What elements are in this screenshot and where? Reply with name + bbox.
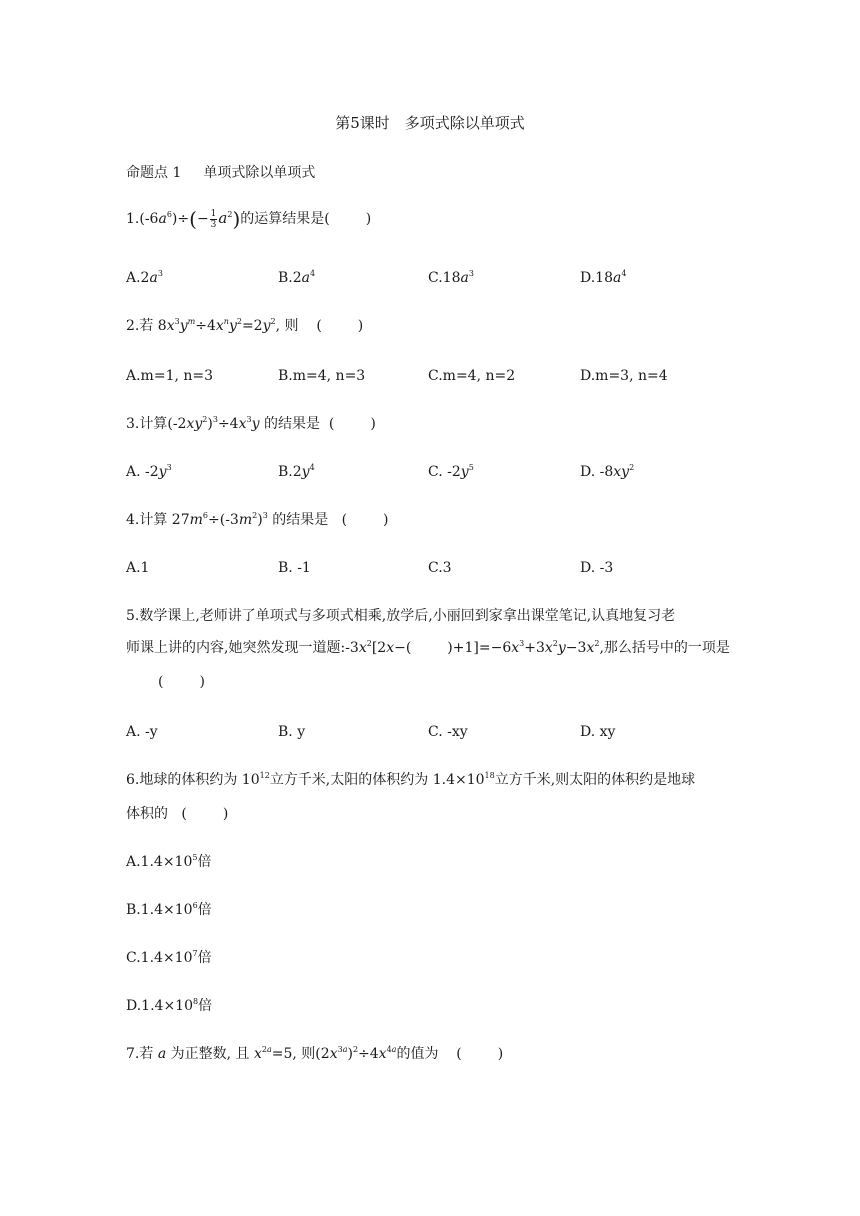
q1-left-paren: ( [189,207,197,231]
q6-option-d [126,996,212,1016]
q1-option-a-var: a [149,270,158,286]
page-title: 第5课时 多项式除以单项式 [335,114,525,132]
q3-pre: 3.计算(-2 [126,416,187,432]
q6-option-c-unit: 倍 [197,950,212,966]
q4-post: 的结果是 [272,512,329,528]
q7-post: 的值为 [396,1046,439,1062]
q6-option-a [126,852,211,872]
q1-option-c-var: a [460,270,469,286]
section-heading [126,162,315,182]
q1-tail: 的运算结果是( [240,211,330,227]
q6-option-c-label: C.1.4×10 [126,950,193,966]
question-6-line-2: 体积的 ( ) [126,806,229,822]
question-5-line-1: 5.数学课上,老师讲了单项式与多项式相乘,放学后,小丽回到家拿出课堂笔记,认真地复习老 [126,608,676,624]
q7-mid3: ÷4 [358,1046,379,1062]
q6-option-b-unit: 倍 [197,902,212,918]
q1-var: a [158,211,167,227]
q1-option-c-label: C.18 [428,270,461,286]
q1-option-b [278,268,315,288]
q1-expr-c: )÷ [171,211,190,227]
q1-option-d-exp: 4 [621,269,627,278]
q1-frac-den: 3 [210,219,217,230]
q2-option-b: B.m=4, n=3 [278,368,366,384]
q7-pre: 7.若 [126,1046,154,1062]
q6-option-b [126,900,212,920]
q2-option-d: D.m=3, n=4 [580,368,668,384]
q4-option-b: B. -1 [278,560,311,576]
question-2: 2.若 $8x^3y^m\div 4x^ny^2=2y^2$, 则 ( ) [126,317,364,334]
q6-option-a-label: A.1.4×10 [126,854,193,870]
question-1: $1.(-6a^6)\div(-$ $\frac{1}{3}$ $a^2$)的运算结果是( ) [126,207,372,231]
q6-option-d-exp: 8 [193,997,199,1006]
question-7: 7.若 a 为正整数, 且 $x^{2a}=5$, 则$(2x^{3a})^2\div 4x^{4a}$的值为 ( ) [126,1045,504,1062]
q6-option-d-unit: 倍 [198,998,213,1014]
question-5-answer-paren: ( ) [158,674,205,690]
q5-option-d: D. xy [580,724,616,740]
q3-option-a: A. $-2y^3$ [126,463,172,480]
q1-option-a-label: A.2 [126,270,150,286]
q1-frac-num: 1 [210,208,217,219]
q3-option-d: D. $-8xy^2$ [580,463,635,480]
q4-mid: ÷(-3 [208,512,239,528]
q1-right-paren: ) [232,207,241,231]
q4-option-c: C.3 [428,560,452,576]
q4-pre: 4.计算 27 [126,512,190,528]
q6-option-a-unit: 倍 [197,854,212,870]
q3-option-c: C. $-2y^5$ [428,463,474,480]
q1-fraction [210,209,218,230]
q3-post: 的结果是 [263,416,320,432]
q6-line1-post: 立方千米,则太阳的体积约是地球 [494,772,696,788]
q6-option-a-exp: 5 [192,853,198,862]
section-text: 单项式除以单项式 [203,165,316,181]
q2-end: , 则 [275,318,299,334]
q3-option-c-label: C. -2 [428,464,461,480]
q4-option-a: A.1 [126,560,150,576]
q6-option-b-exp: 6 [192,901,198,910]
q5-option-a: A. -y [126,724,158,740]
q1-option-c-exp: 3 [468,269,474,278]
q6-line2: 体积的 [126,806,168,822]
question-4: 4.计算 $27m^6\div(-3m^2)^3$ 的结果是 ( ) [126,511,389,528]
q7-mid2: =5, 则(2 [271,1046,330,1062]
q1-close: ) [365,211,372,227]
q6-line1-mid: 立方千米,太阳的体积约为 1.4×10 [269,772,485,788]
q3-option-b: $B.2y^4$ [278,463,315,480]
question-6-line-1: 6.地球的体积约为 $10^{12}$立方千米,太阳的体积约为 $1.4\times 10^{18}$立方千米,则太阳的体积约是地球 [126,771,696,788]
q7-mid1: 为正整数, 且 [170,1046,250,1062]
q5-line2-post: ,那么括号中的一项是 [599,640,730,656]
q6-option-b-label: B.1.4×10 [126,902,193,918]
q2-pre: 2.若 8 [126,318,167,334]
q1-option-d [580,268,626,288]
q6-option-c-exp: 7 [192,949,198,958]
q1-option-d-label: D.18 [580,270,613,286]
q3-option-b-label: B.2 [278,464,302,480]
q1-expr-a: (-6 [139,211,159,227]
q5-option-c: C. -xy [428,724,468,740]
q2-option-c: C.m=4, n=2 [428,368,516,384]
q6-line1-pre: 6.地球的体积约为 10 [126,772,260,788]
q2-post: =2 [241,318,263,334]
q2-option-a: A.m=1, n=3 [126,368,214,384]
question-5-line-2: 师课上讲的内容,她突然发现一道题$:-3x^2[2x-$( )$+1]=-6x^3+3x^2y-3x^2$,那么括号中的一项是 [126,639,730,656]
q5-option-b: B. y [278,724,306,740]
q3-option-a-label: A. -2 [126,464,159,480]
q1-option-a [126,268,163,288]
q1-option-b-label: B.2 [278,270,302,286]
question-3: 3.计算$(-2xy^2)^3\div 4x^3y$ 的结果是 ( ) [126,415,376,432]
q6-option-c [126,948,212,968]
q1-option-c [428,268,474,288]
q6-option-d-label: D.1.4×10 [126,998,193,1014]
q5-line2-pre: 师课上讲的内容,她突然发现一道题:-3 [126,640,359,656]
q1-number: 1. [126,211,140,227]
q1-option-b-var: a [301,270,311,286]
q1-option-b-exp: 4 [310,269,316,278]
section-label: 命题点 1 [126,165,182,181]
q1-option-d-var: a [613,270,622,286]
q1-option-a-exp: 3 [157,269,163,278]
q4-option-d: D. -3 [580,560,614,576]
q3-option-d-label: D. -8 [580,464,614,480]
